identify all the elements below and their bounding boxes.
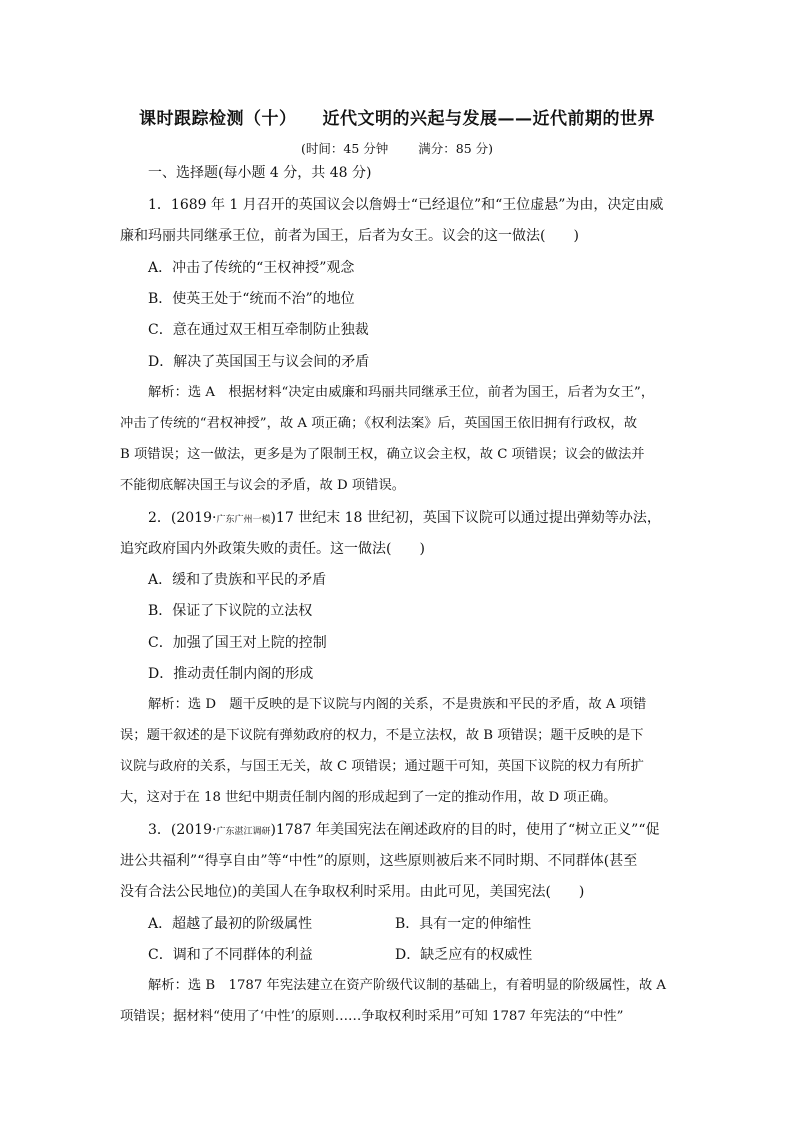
q3-option-c: C．调和了不同群体的利益: [148, 947, 313, 963]
q2-stem-line1: [148, 508, 688, 528]
q2-option-d: D．推动责任制内阁的形成: [148, 666, 314, 682]
title-part2: 近代文明的兴起与发展——近代前期的世界: [322, 109, 655, 129]
q1-analysis-line3: B 项错误；这一做法，更多是为了限制王权，确立议会主权，故 C 项错误；议会的做法并: [120, 447, 645, 462]
title-part1: 课时跟踪检测（十）: [139, 109, 297, 129]
q3-stem-line1: [148, 820, 688, 840]
q1-analysis-line4: 不能彻底解决国王与议会的矛盾，故 D 项错误。: [120, 478, 406, 493]
q2-option-a: A．缓和了贵族和平民的矛盾: [148, 572, 327, 588]
q1-option-c: C．意在通过双王相互牵制防止独裁: [148, 322, 369, 338]
q3-option-a: A．超越了最初的阶级属性: [148, 916, 313, 932]
q3-stem-line2: 进公共福利”“得享自由”等“中性”的原则，这些原则被后来不同时期、不同群体(甚至: [120, 853, 638, 869]
q2-analysis-line2: 误；题干叙述的是下议院有弹劾政府的权力，不是立法权，故 B 项错误；题干反映的是下: [120, 728, 644, 743]
q2-option-c: C．加强了国王对上院的控制: [148, 635, 327, 651]
q2-stem-line2: 追究政府国内外政策失败的责任。这一做法( ): [120, 541, 425, 557]
q3-source: 广东湛江调研: [216, 827, 271, 837]
q3-analysis-line2: 项错误；据材料“使用了‘中性’的原则……争取权利时采用”可知 1787 年宪法的“中性”: [120, 1009, 624, 1024]
q1-option-a: A．冲击了传统的“王权神授”观念: [148, 260, 355, 276]
q1-analysis-line1: 解析：选 A 根据材料“决定由威廉和玛丽共同继承王位，前者为国王，后者为女王”，: [148, 385, 655, 400]
q2-source: 广东广州一模: [216, 515, 271, 525]
q1-stem-line2: 廉和玛丽共同继承王位，前者为国王，后者为女王。议会的这一做法( ): [120, 228, 579, 244]
q3-stem-line3: 没有合法公民地位)的美国人在争取权利时采用。由此可见，美国宪法( ): [120, 884, 585, 900]
time-limit: (时间：45 分钟: [300, 141, 389, 156]
q3-option-b: B．具有一定的伸缩性: [395, 916, 532, 932]
q2-analysis-line4: 大，这对于在 18 世纪中期责任制内阁的形成起到了一定的推动作用，故 D 项正确。: [120, 790, 617, 805]
q1-stem-line1: 1．1689 年 1 月召开的英国议会以詹姆士“已经退位”和“王位虚悬”为由，决定由威: [148, 197, 664, 213]
q3-number: 3．(2019·: [148, 822, 217, 838]
q3-option-d: D．缺乏应有的权威性: [395, 947, 533, 963]
q2-analysis-line3: 议院与政府的关系，与国王无关，故 C 项错误；通过题干可知，英国下议院的权力有所扩: [120, 759, 644, 774]
q2-option-b: B．保证了下议院的立法权: [148, 603, 313, 619]
q1-analysis-line2: 冲击了传统的“君权神授”，故 A 项正确；《权利法案》后，英国国王依旧拥有行政权，故: [120, 416, 637, 431]
q1-option-b: B．使英王处于“统而不治”的地位: [148, 291, 355, 307]
total-score: 满分：85 分): [418, 141, 494, 156]
q2-number: 2．(2019·: [148, 510, 217, 526]
q3-stem-text: )1787 年美国宪法在阐述政府的目的时，使用了“树立正义”“促: [270, 822, 660, 838]
section-heading: 一、选择题(每小题 4 分，共 48 分): [148, 165, 372, 181]
q2-analysis-line1: 解析：选 D 题干反映的是下议院与内阁的关系，不是贵族和平民的矛盾，故 A 项错: [148, 697, 647, 712]
q1-option-d: D．解决了英国国王与议会间的矛盾: [148, 354, 370, 370]
exam-meta: [0, 139, 794, 157]
q3-analysis-line1: 解析：选 B 1787 年宪法建立在资产阶级代议制的基础上，有着明显的阶级属性，故 A: [148, 978, 666, 993]
q2-stem-text: )17 世纪末 18 世纪初，英国下议院可以通过提出弹劾等办法，: [270, 510, 661, 526]
page-title: [0, 104, 794, 129]
